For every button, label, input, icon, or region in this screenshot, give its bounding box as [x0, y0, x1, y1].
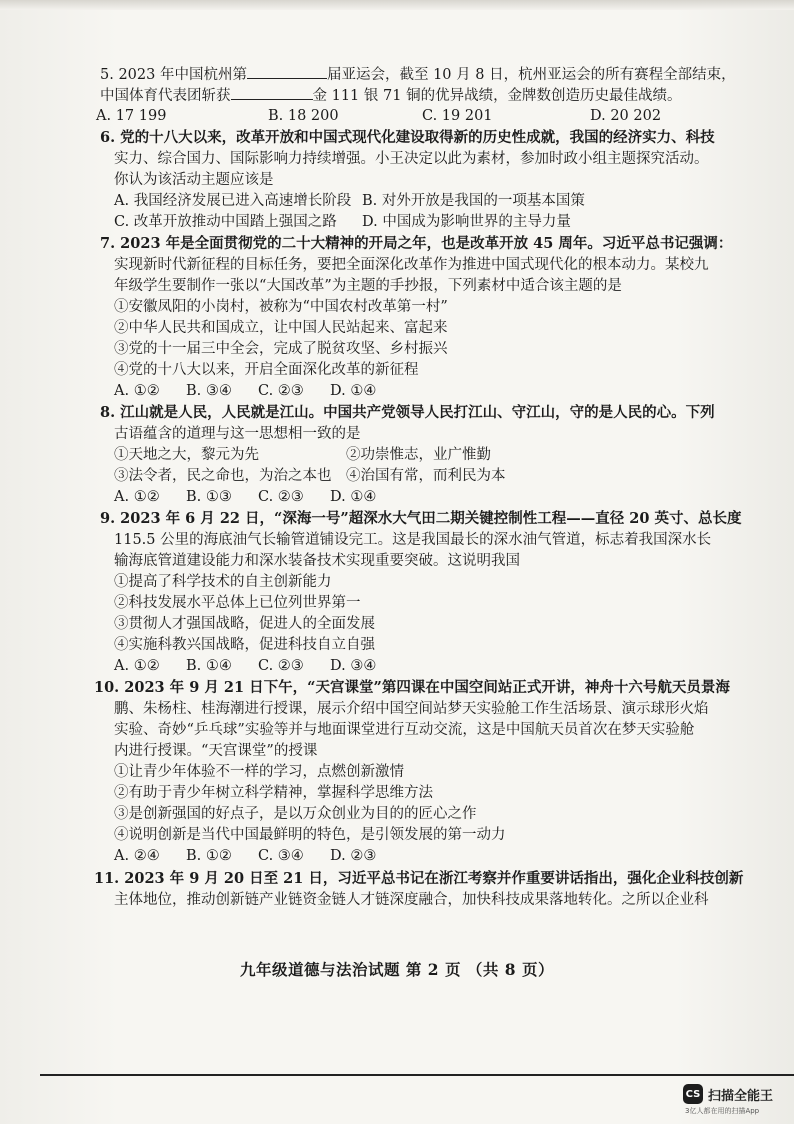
q9-option-a: A. ①② — [114, 658, 160, 674]
q5-blank-1 — [247, 64, 327, 79]
q8-option-c: C. ②③ — [258, 489, 304, 505]
q6-option-d: D. 中国成为影响世界的主导力量 — [362, 214, 571, 230]
q7-line2: 实现新时代新征程的目标任务，要把全面深化改革作为推进中国式现代化的根本动力。某校九 — [114, 257, 709, 273]
q11-line2: 主体地位，推动创新链产业链资金链人才链深度融合，加快科技成果落地转化。之所以企业科 — [114, 892, 709, 908]
q6-option-a: A. 我国经济发展已进入高速增长阶段 — [114, 193, 352, 209]
q10-item-1: ①让青少年体验不一样的学习，点燃创新激情 — [114, 764, 404, 780]
q8-line1: 8. 江山就是人民，人民就是江山。中国共产党领导人民打江山、守江山，守的是人民的心。下列 — [100, 404, 715, 421]
q6-option-c: C. 改革开放推动中国踏上强国之路 — [114, 214, 337, 230]
q7-line1: 7. 2023 年是全面贯彻党的二十大精神的开局之年，也是改革开放 45 周年。习近平总书记强调： — [100, 235, 733, 252]
q5-line2: 中国体育代表团斩获 金 111 银 71 铜的优异战绩，金牌数创造历史最佳战绩。 — [100, 85, 682, 106]
q10-option-d: D. ②③ — [330, 848, 377, 864]
q9-item-1: ①提高了科学技术的自主创新能力 — [114, 574, 332, 590]
q9-line2: 115.5 公里的海底油气长输管道铺设完工。这是我国最长的深水油气管道，标志着我国深水长 — [114, 532, 712, 548]
q6-option-b: B. 对外开放是我国的一项基本国策 — [362, 193, 585, 209]
q6-line2: 实力、综合国力、国际影响力持续增强。小王决定以此为素材，参加时政小组主题探究活动。 — [114, 151, 709, 167]
q10-option-b: B. ①② — [186, 848, 232, 864]
scan-bottom-rule — [40, 1074, 794, 1076]
q9-item-3: ③贯彻人才强国战略，促进人的全面发展 — [114, 616, 375, 632]
q7-line3: 年级学生要制作一张以“大国改革”为主题的手抄报，下列素材中适合该主题的是 — [114, 278, 622, 294]
q7-option-c: C. ②③ — [258, 383, 304, 399]
q9-option-b: B. ①④ — [186, 658, 232, 674]
q7-item-4: ④党的十八大以来，开启全面深化改革的新征程 — [114, 362, 419, 378]
q9-line3: 输海底管道建设能力和深水装备技术实现重要突破。这说明我国 — [114, 553, 520, 569]
q10-item-3: ③是创新强国的好点子，是以万众创业为目的的匠心之作 — [114, 806, 477, 822]
q6-line1: 6. 党的十八大以来，改革开放和中国式现代化建设取得新的历史性成就，我国的经济实力、科技 — [100, 129, 715, 146]
q7-option-d: D. ①④ — [330, 383, 377, 399]
q6-line3: 你认为该活动主题应该是 — [114, 172, 274, 188]
q8-item-3: ③法令者，民之命也，为治之本也 — [114, 468, 332, 484]
q5-option-a: A. 17 199 — [96, 108, 167, 124]
q8-item-1: ①天地之大，黎元为先 — [114, 447, 259, 463]
q11-line1: 11. 2023 年 9 月 20 日至 21 日，习近平总书记在浙江考察并作重要讲话指出，强化企业科技创新 — [94, 870, 744, 887]
q10-line2: 鹏、朱杨柱、桂海潮进行授课，展示介绍中国空间站梦天实验舱工作生活场景、演示球形火焰 — [114, 701, 709, 717]
scan-edge-shadow — [0, 0, 794, 10]
q5-blank-2 — [231, 85, 313, 100]
q9-option-c: C. ②③ — [258, 658, 304, 674]
q9-line1: 9. 2023 年 6 月 22 日，“深海一号”超深水大气田二期关键控制性工程——直径 20 英寸、总长度 — [100, 510, 742, 527]
scanner-watermark — [683, 1084, 773, 1104]
q8-item-4: ④治国有常，而利民为本 — [346, 468, 506, 484]
q7-item-3: ③党的十一届三中全会，完成了脱贫攻坚、乡村振兴 — [114, 341, 448, 357]
q10-item-4: ④说明创新是当代中国最鲜明的特色，是引领发展的第一动力 — [114, 827, 506, 843]
watermark-title: 扫描全能王 — [708, 1088, 774, 1104]
q5-option-b: B. 18 200 — [268, 108, 339, 124]
q8-item-2: ②功崇惟志，业广惟勤 — [346, 447, 491, 463]
q8-option-a: A. ①② — [114, 489, 160, 505]
q9-item-4: ④实施科教兴国战略，促进科技自立自强 — [114, 637, 375, 653]
q8-line2: 古语蕴含的道理与这一思想相一致的是 — [114, 426, 361, 442]
q8-option-d: D. ①④ — [330, 489, 377, 505]
q8-option-b: B. ①③ — [186, 489, 232, 505]
q7-option-a: A. ①② — [114, 383, 160, 399]
q7-option-b: B. ③④ — [186, 383, 232, 399]
q10-line3: 实验、奇妙“乒乓球”实验等并与地面课堂进行互动交流，这是中国航天员首次在梦天实验舱 — [114, 722, 695, 738]
q7-item-2: ②中华人民共和国成立，让中国人民站起来、富起来 — [114, 320, 448, 336]
q10-option-c: C. ③④ — [258, 848, 304, 864]
q7-item-1: ①安徽凤阳的小岗村，被称为“中国农村改革第一村” — [114, 299, 448, 315]
q10-item-2: ②有助于青少年树立科学精神，掌握科学思维方法 — [114, 785, 433, 801]
q9-option-d: D. ③④ — [330, 658, 377, 674]
q5-line1: 5. 2023 年中国杭州第 届亚运会，截至 10 月 8 日，杭州亚运会的所有赛程全部结束， — [100, 64, 736, 85]
q9-item-2: ②科技发展水平总体上已位列世界第一 — [114, 595, 361, 611]
q10-line4: 内进行授课。“天宫课堂”的授课 — [114, 743, 318, 759]
page-footer: 九年级道德与法治试题 第 2 页 （共 8 页） — [240, 960, 554, 979]
q10-line1: 10. 2023 年 9 月 21 日下午，“天宫课堂”第四课在中国空间站正式开讲，神舟十六号航天员景海 — [94, 679, 730, 696]
camscanner-logo-icon: CS — [683, 1084, 703, 1104]
watermark-subtitle: 3亿人都在用的扫描App — [685, 1107, 760, 1115]
q5-option-c: C. 19 201 — [422, 108, 493, 124]
q5-option-d: D. 20 202 — [590, 108, 662, 124]
q10-option-a: A. ②④ — [114, 848, 160, 864]
